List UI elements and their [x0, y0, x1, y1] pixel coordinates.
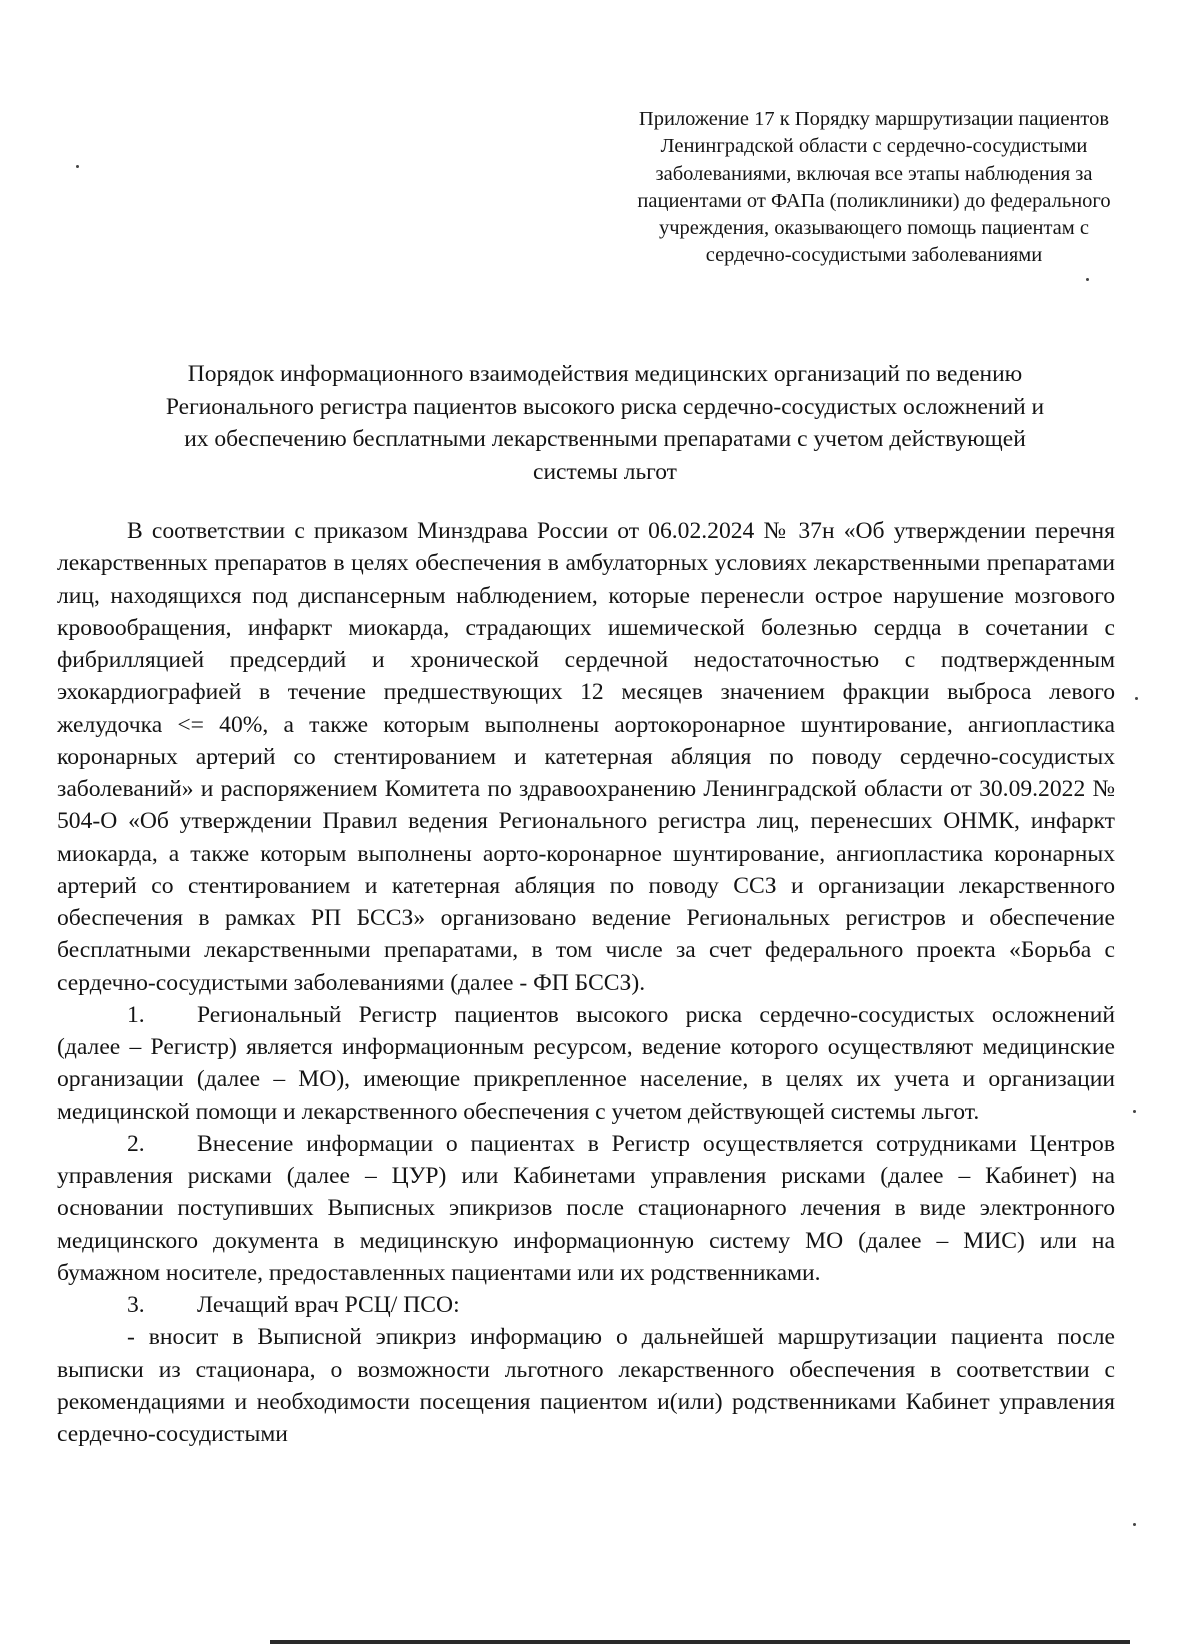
list-item-text: Лечащий врач РСЦ/ ПСО: — [197, 1292, 460, 1318]
scan-speck — [1133, 1523, 1136, 1526]
list-item-number: 2. — [127, 1130, 145, 1157]
intro-paragraph: В соответствии с приказом Минздрава России от 06.02.2024 № 37н «Об утверждении перечня лекарственных препаратов в целях обеспечения в амбулаторных условиях лекарственными препаратами лиц, находящихся под диспансерным наблюдением, которые перенесли острое нарушение мозгового кровообращения, инфаркт миокарда, страдающих ишемической болезнью сердца в сочетании с фибрилляцией предсердий и хронической сердечной недостаточностью с подтвержденным эхокардиографией в течение предшествующих 12 месяцев значением фракции выброса левого желудочка <= 40%, а также которым выполнены аортокоронарное шунтирование, ангиопластика коронарных артерий со стентированием и катетерная абляция по поводу сердечно-сосудистых заболеваний» и распоряжением Комитета по здравоохранению Ленинградской области от 30.09.2022 № 504-О «Об утверждении Правил ведения Регионального регистра лиц, перенесших ОНМК, инфаркт миокарда, а также которым выполнены аорто-коронарное шунтирование, ангиопластика коронарных артерий со стентированием и катетерная абляция по поводу ССЗ и организации лекарственного обеспечения в рамках РП БССЗ» организовано ведение Региональных регистров и обеспечение бесплатными лекарственными препаратами, в том числе за счет федерального проекта «Борьба с сердечно-сосудистыми заболеваниями (далее - ФП БССЗ). — [57, 518, 1115, 996]
list-item-text: Региональный Регистр пациентов высокого риска сердечно-сосудистых осложнений (далее – Регистр) является информационным ресурсом, ведение которого осуществляют медицинские организации (далее – МО), имеющие прикрепленное население, в целях их учета и организации медицинской помощи и лекарственного обеспечения с учетом действующей системы льгот. — [57, 1001, 1115, 1125]
bottom-scan-edge — [270, 1640, 1130, 1644]
list-item-1 — [57, 999, 1115, 1128]
list-item-number: 1. — [127, 1001, 145, 1028]
scan-speck — [1135, 697, 1138, 700]
scan-speck — [76, 165, 79, 168]
document-title: Порядок информационного взаимодействия медицинских организаций по ведению Регионального регистра пациентов высокого риска сердечно-сосудистых осложнений и их обеспечению бесплатными лекарственными препаратами с учетом действующей системы льгот — [165, 361, 1045, 485]
scan-speck — [1086, 278, 1089, 281]
list-item-3 — [57, 1289, 1115, 1321]
scan-speck — [1133, 1110, 1136, 1113]
list-item-number: 3. — [127, 1292, 145, 1318]
appendix-note: Приложение 17 к Порядку маршрутизации пациентов Ленинградской области с сердечно-сосудистыми заболеваниями, включая все этапы наблюдения за пациентами от ФАПа (поликлиники) до федерального учреждения, оказывающего помощь пациентам с сердечно-сосудистыми заболеваниями — [637, 108, 1111, 267]
subitem-paragraph: - вносит в Выписной эпикриз информацию о дальнейшей маршрутизации пациента после выписки из стационара, о возможности льготного лекарственного обеспечения в соответствии с рекомендациями и необходимости посещения пациентом и(или) родственниками Кабинет управления сердечно-сосудистыми — [57, 1324, 1115, 1447]
document-body — [57, 515, 1115, 1450]
list-item-2 — [57, 1128, 1115, 1289]
list-item-text: Внесение информации о пациентах в Регистр осуществляется сотрудниками Центров управления рисками (далее – ЦУР) или Кабинетами управления рисками (далее – Кабинет) на основании поступивших Выписных эпикризов после стационарного лечения в виде электронного медицинского документа в медицинскую информационную систему МО (далее – МИС) или на бумажном носителе, предоставленных пациентами или их родственниками. — [57, 1130, 1115, 1286]
